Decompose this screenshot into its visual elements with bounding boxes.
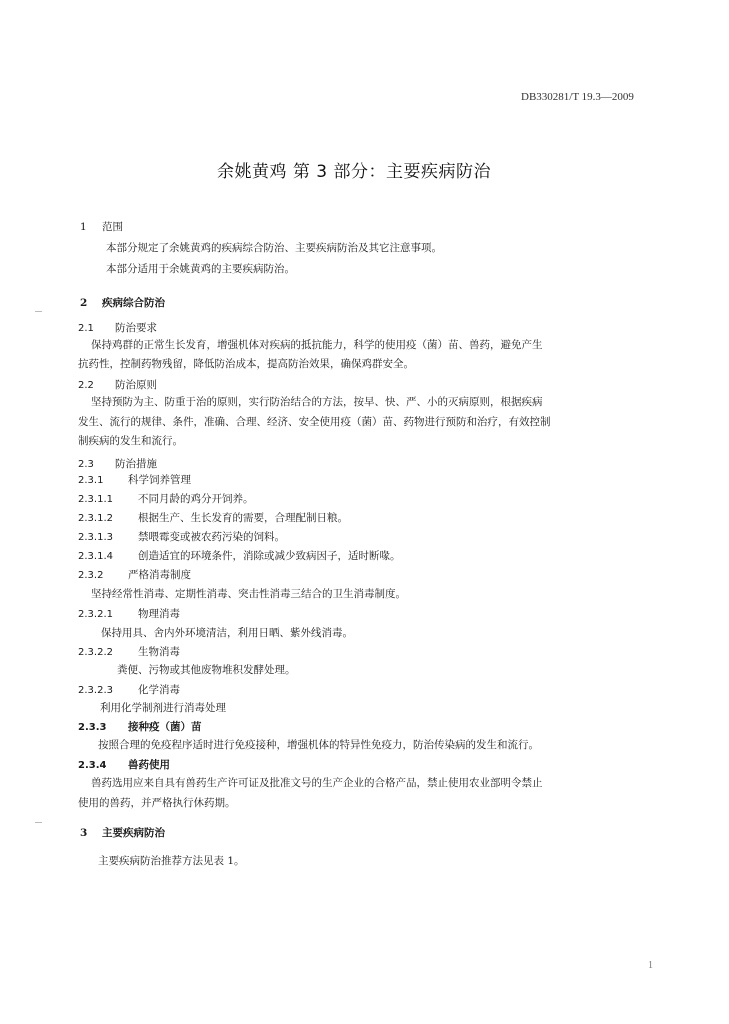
clause-heading [78, 681, 180, 700]
list-item [78, 490, 254, 509]
section-title: 防治原则 [115, 379, 157, 391]
paragraph-line: 兽药选用应来自具有兽药生产许可证及批准文号的生产企业的合格产品，禁止使用农业部明令禁止 [91, 777, 543, 789]
section-title: 严格消毒制度 [128, 569, 191, 581]
item-text: 禁喂霉变或被农药污染的饲料。 [138, 531, 285, 543]
paragraph-line: 使用的兽药，并严格执行休药期。 [78, 797, 236, 809]
section-title: 科学饲养管理 [128, 474, 191, 486]
item-number: 2.3.1.3 [78, 532, 113, 543]
section-title: 疾病综合防治 [102, 297, 165, 309]
paragraph: 按照合理的免疫程序适时进行免疫接种，增强机体的特异性免疫力，防治传染病的发生和流行。 [98, 739, 539, 751]
section-title: 范围 [102, 221, 123, 233]
list-item [78, 528, 285, 547]
item-number: 2.3.1.2 [78, 513, 113, 524]
document-code: DB330281/T 19.3—2009 [521, 91, 634, 103]
section-title: 化学消毒 [138, 684, 180, 696]
clause-heading [78, 566, 191, 585]
section-title: 接种疫（菌）苗 [128, 721, 202, 733]
clause-heading [78, 643, 180, 662]
subsection-heading [78, 320, 157, 335]
subsection-heading [78, 377, 157, 392]
paragraph-line: 抗药性，控制药物残留，降低防治成本，提高防治效果，确保鸡群安全。 [78, 358, 414, 370]
section-number: 1 [80, 221, 87, 233]
page-number: 1 [648, 960, 653, 971]
paragraph: 本部分适用于余姚黄鸡的主要疾病防治。 [106, 263, 295, 275]
clause-heading [78, 756, 170, 775]
paragraph: 主要疾病防治推荐方法见表 1。 [98, 855, 245, 867]
section-1-heading [80, 219, 123, 234]
section-title: 主要疾病防治 [102, 827, 165, 839]
clause-heading [78, 471, 191, 490]
scan-mark [35, 311, 42, 312]
paragraph-line: 坚持预防为主、防重于治的原则，实行防治结合的方法，按早、快、严、小的灭病原则，根据疾病 [91, 396, 543, 408]
clause-heading [78, 605, 180, 624]
section-number: 2.2 [78, 380, 94, 391]
section-title: 防治要求 [115, 322, 157, 334]
section-number: 2.1 [78, 323, 94, 334]
section-number: 2.3.2.2 [78, 647, 113, 658]
section-number: 2 [80, 297, 88, 309]
section-number: 2.3.2.1 [78, 609, 113, 620]
section-number: 2.3.3 [78, 722, 107, 733]
item-text: 不同月龄的鸡分开饲养。 [138, 493, 254, 505]
clause-heading [78, 718, 202, 737]
scan-mark [35, 822, 42, 823]
paragraph: 利用化学制剂进行消毒处理 [100, 702, 226, 714]
paragraph-line: 制疾病的发生和流行。 [78, 435, 183, 447]
section-number: 2.3.2 [78, 570, 104, 581]
paragraph-line: 保持鸡群的正常生长发育，增强机体对疾病的抵抗能力，科学的使用疫（菌）苗、兽药，避免产生 [91, 339, 543, 351]
section-number: 3 [80, 827, 88, 839]
section-title: 兽药使用 [128, 759, 170, 771]
subsection-heading [78, 456, 157, 471]
item-number: 2.3.1.1 [78, 494, 113, 505]
paragraph-line: 发生、流行的规律、条件，准确、合理、经济、安全使用疫（菌）苗、药物进行预防和治疗，有效控制 [78, 416, 551, 428]
section-number: 2.3.4 [78, 760, 107, 771]
section-number: 2.3.2.3 [78, 685, 113, 696]
section-2-heading [80, 295, 165, 310]
item-text: 创造适宜的环境条件，消除或减少致病因子，适时断喙。 [138, 550, 401, 562]
section-3-heading [80, 825, 165, 840]
section-title: 生物消毒 [138, 646, 180, 658]
section-title: 物理消毒 [138, 608, 180, 620]
item-text: 根据生产、生长发育的需要，合理配制日粮。 [138, 512, 348, 524]
paragraph: 本部分规定了余姚黄鸡的疾病综合防治、主要疾病防治及其它注意事项。 [106, 242, 442, 254]
section-number: 2.3 [78, 459, 94, 470]
section-title: 防治措施 [115, 458, 157, 470]
page-title: 余姚黄鸡 第 3 部分：主要疾病防治 [217, 162, 492, 182]
list-item [78, 509, 348, 528]
list-item [78, 547, 401, 566]
item-number: 2.3.1.4 [78, 551, 113, 562]
section-number: 2.3.1 [78, 475, 104, 486]
paragraph: 保持用具、舍内外环境清洁，利用日晒、紫外线消毒。 [101, 627, 353, 639]
paragraph: 坚持经常性消毒、定期性消毒、突击性消毒三结合的卫生消毒制度。 [91, 588, 406, 600]
paragraph: 粪便、污物或其他废物堆积发酵处理。 [117, 664, 296, 676]
